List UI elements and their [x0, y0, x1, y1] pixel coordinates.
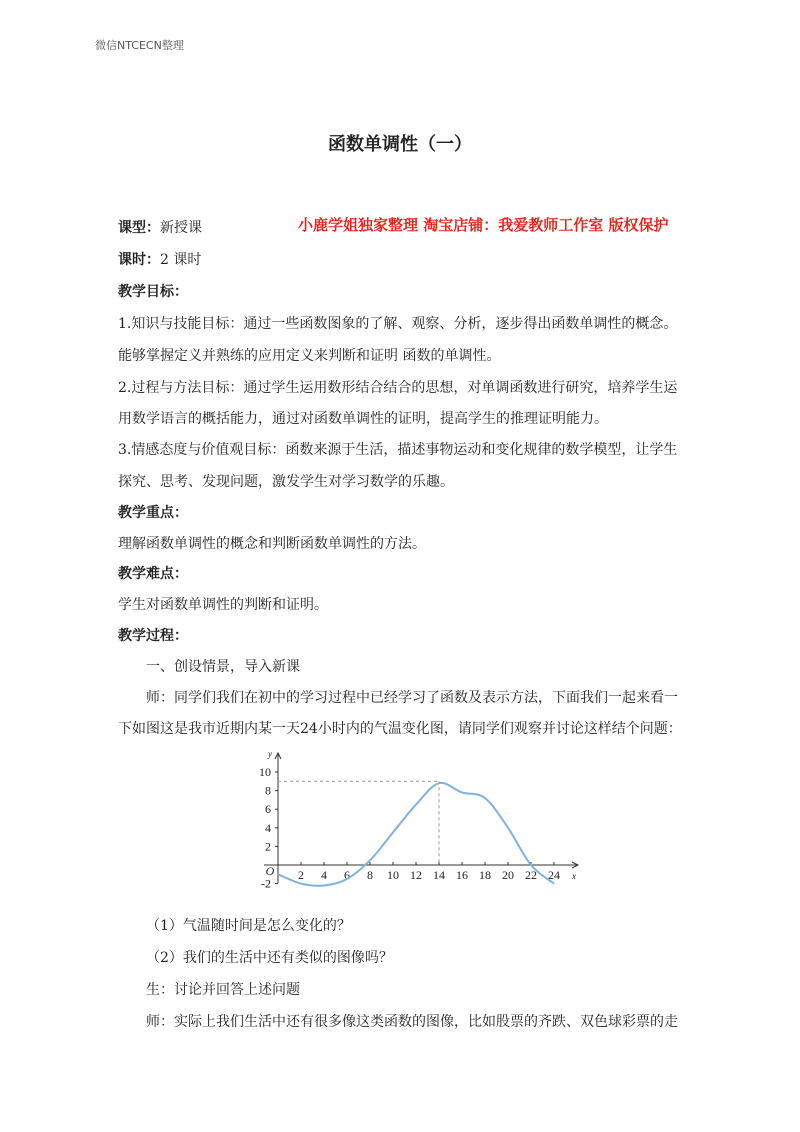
x-tick-label: 12 [410, 868, 422, 882]
y-tick-label: -2 [261, 876, 271, 891]
key-heading: 教学重点： [118, 505, 188, 521]
hours-row [118, 250, 201, 270]
x-axis-label: x [572, 871, 576, 881]
origin-label: O [265, 864, 275, 878]
x-tick-label: 4 [321, 868, 327, 882]
y-tick-label: 10 [259, 765, 271, 779]
x-tick-label: 6 [344, 868, 350, 882]
goal1-line2: 能够掌握定义并熟练的应用定义来判断和证明 函数的单调性。 [118, 348, 501, 364]
x-tick-label: 20 [502, 868, 514, 882]
goals-heading: 教学目标： [118, 284, 188, 300]
key-text: 理解函数单调性的概念和判断函数单调性的方法。 [118, 536, 426, 552]
question-2: （2）我们的生活中还有类似的图像吗？ [146, 950, 393, 966]
page-title: 函数单调性（一） [328, 134, 472, 155]
x-tick-label: 2 [298, 868, 304, 882]
step1-text: 一、创设情景，导入新课 [146, 659, 300, 675]
goal3-line2: 探究、思考、发现问题，激发学生对学习数学的乐趣。 [118, 474, 454, 490]
x-tick-label: 16 [456, 868, 468, 882]
course-type-row [118, 218, 202, 238]
teacher1-line2: 下如图这是我市近期内某一天24小时内的气温变化图，请同学们观察并讨论这样结个问题： [118, 721, 682, 737]
x-tick-label: 8 [367, 868, 373, 882]
x-tick-label: 10 [387, 868, 399, 882]
difficulty-text: 学生对函数单调性的判断和证明。 [118, 597, 328, 613]
teacher2-line1: 师：实际上我们生活中还有很多像这类函数的图像，比如股票的齐跌、双色球彩票的走 [146, 1014, 678, 1030]
hours-value: 2 课时 [160, 252, 202, 268]
process-heading: 教学过程： [118, 628, 188, 644]
teacher1-line1: 师：同学们我们在初中的学习过程中已经学习了函数及表示方法，下面我们一起来看一 [146, 690, 678, 706]
y-tick-label: 2 [265, 839, 271, 854]
difficulty-heading: 教学难点： [118, 566, 188, 582]
x-tick-label: 24 [548, 868, 560, 882]
header-watermark: 微信NTCECN整理 [95, 39, 184, 52]
goal1-line1: 1.知识与技能目标：通过一些函数图象的了解、观察、分析，逐步得出函数单调性的概念。 [118, 316, 678, 332]
student-response: 生：讨论并回答上述问题 [146, 982, 300, 998]
y-axis-label: y [268, 749, 272, 759]
hours-label: 课时： [118, 252, 160, 268]
question-1: （1）气温随时间是怎么变化的？ [146, 918, 351, 934]
y-tick-label: 8 [265, 783, 271, 798]
temperature-chart [242, 745, 587, 893]
goal2-line2: 用数学语言的概括能力，通过对函数单调性的证明，提高学生的推理证明能力。 [118, 411, 608, 427]
x-tick-label: 14 [433, 868, 445, 882]
goal3-line1: 3.情感态度与价值观目标：函数来源于生活，描述事物运动和变化规律的数学模型，让学生 [118, 442, 678, 458]
copyright-notice: 小鹿学姐独家整理 淘宝店铺：我爱教师工作室 版权保护 [298, 216, 669, 234]
y-tick-label: 6 [265, 802, 271, 817]
y-tick-label: 4 [265, 820, 271, 835]
course-type-label: 课型： [118, 220, 160, 236]
x-tick-label: 22 [525, 868, 537, 882]
goal2-line1: 2.过程与方法目标：通过学生运用数形结合结合的思想，对单调函数进行研究，培养学生运 [118, 380, 678, 396]
x-tick-label: 18 [479, 868, 491, 882]
course-type-value: 新授课 [160, 220, 202, 236]
